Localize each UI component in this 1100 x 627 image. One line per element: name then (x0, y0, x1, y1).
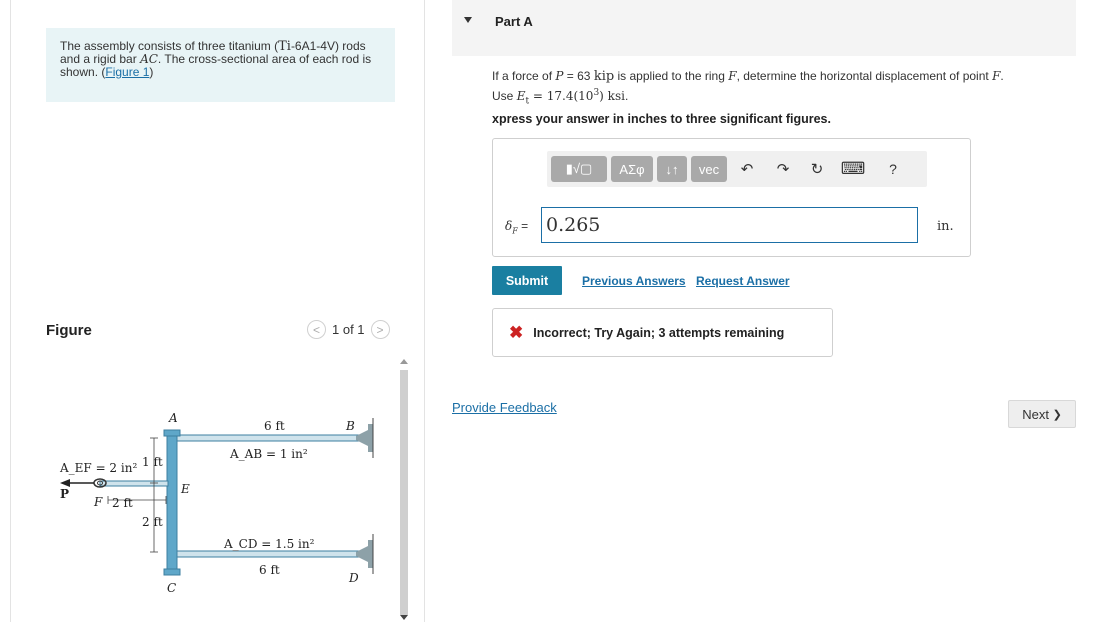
problem-statement (46, 28, 395, 102)
bracket-d (356, 546, 368, 562)
label-ef-area: A_EF = 2 in² (60, 461, 138, 475)
bar-symbol: AC (140, 52, 158, 66)
intro-text-2: -6A1-4V) rods and a rigid bar (60, 39, 366, 66)
figure-heading: Figure (46, 322, 92, 339)
greek-button[interactable] (611, 156, 653, 182)
answer-instruction: xpress your answer in inches to three significant figures. (492, 112, 831, 126)
label-a: A (169, 411, 178, 425)
q-modulus-sub: t (525, 96, 530, 107)
templates-icon: ▮√▢ (565, 161, 593, 176)
intro-text-3: . The cross-sectional area of each rod is shown. ( (60, 52, 372, 79)
bar-cap-top (164, 430, 180, 436)
wall-support-b (368, 424, 373, 452)
equals-sign: = (517, 219, 529, 233)
label-d: D (349, 571, 359, 585)
left-border (10, 0, 11, 622)
chevron-right-icon: > (376, 322, 384, 337)
label-c: C (167, 581, 177, 595)
q-text-2: = 63 (563, 69, 594, 83)
pager-count: 1 of 1 (332, 322, 365, 337)
scroll-down-icon[interactable] (400, 615, 408, 620)
answer-variable (505, 219, 528, 235)
label-f: F (94, 495, 103, 509)
scroll-thumb[interactable] (400, 370, 408, 615)
part-title: Part A (495, 14, 533, 29)
scroll-up-icon[interactable] (400, 359, 408, 364)
label-two-ft-v: 2 ft (142, 515, 163, 529)
question-text (492, 68, 1082, 109)
provide-feedback-link[interactable]: Provide Feedback (452, 400, 557, 415)
keyboard-icon[interactable]: ⌨ (840, 159, 866, 178)
chevron-left-icon: < (312, 322, 320, 337)
vec-label: vec (698, 161, 720, 177)
request-answer-link[interactable]: Request Answer (696, 274, 790, 288)
q-force-symbol: P (555, 69, 564, 83)
rod-ef (100, 481, 168, 486)
part-a-header[interactable] (452, 0, 1076, 56)
q-modulus-exp: 3 (593, 88, 600, 98)
q-text-3: is applied to the ring (614, 69, 729, 83)
q-use: Use (492, 89, 517, 103)
force-arrow-head (60, 479, 70, 487)
vec-button[interactable] (691, 156, 727, 182)
rod-ab (176, 435, 368, 441)
equation-toolbar (547, 151, 927, 187)
bar-cap-bottom (164, 569, 180, 575)
feedback-message (492, 308, 833, 357)
submit-button[interactable]: Submit (492, 266, 562, 295)
label-cd-length: 6 ft (259, 563, 280, 577)
feedback-text: Incorrect; Try Again; 3 attempts remaining (533, 325, 785, 340)
redo-icon[interactable]: ↷ (776, 161, 790, 178)
q-modulus-value: = 17.4(10 (529, 89, 594, 103)
reset-icon[interactable]: ↻ (810, 161, 824, 178)
answer-panel (492, 138, 971, 257)
next-figure-button[interactable] (371, 320, 390, 339)
figure-link[interactable]: Figure 1 (105, 65, 150, 79)
q-dot: . (624, 89, 629, 103)
label-ab-area: A_AB = 1 in² (230, 447, 308, 461)
label-two-ft-h: 2 ft (112, 496, 133, 510)
chevron-right-icon: ❯ (1052, 408, 1062, 421)
label-ab-length: 6 ft (264, 419, 285, 433)
collapse-triangle-icon[interactable] (464, 17, 472, 23)
material-symbol: Ti (278, 39, 291, 54)
delta-symbol: δ (505, 219, 513, 233)
arrows-button[interactable] (657, 156, 687, 182)
answer-unit: in. (937, 219, 954, 234)
figure-pager (307, 320, 390, 339)
undo-icon[interactable]: ↶ (740, 161, 754, 178)
incorrect-icon: ✖ (509, 322, 524, 342)
assembly-diagram (46, 352, 398, 622)
arrows-icon: ↓↑ (665, 161, 679, 177)
bracket-b (356, 430, 368, 446)
q-ring-symbol: F (728, 69, 737, 83)
next-label: Next (1022, 406, 1049, 422)
help-icon[interactable]: ? (889, 161, 897, 177)
column-divider (424, 0, 425, 622)
answer-input[interactable]: 0.265 (541, 207, 918, 243)
q-text: If a force of (492, 69, 556, 83)
label-cd-area: A_CD = 1.5 in² (224, 537, 315, 551)
q-modulus-symbol: E (516, 89, 526, 103)
rod-cd (176, 551, 368, 557)
q-text-4: , determine the horizontal displacement of point (736, 69, 993, 83)
wall-support-d (368, 540, 373, 568)
label-p: P (60, 487, 70, 501)
figure-canvas (46, 352, 398, 622)
greek-icon: ΑΣφ (619, 161, 645, 177)
prev-figure-button[interactable] (307, 320, 326, 339)
rigid-bar-ac (167, 430, 177, 575)
q-unit: kip (593, 69, 615, 84)
intro-text: The assembly consists of three titanium ( (60, 39, 279, 53)
previous-answers-link[interactable]: Previous Answers (582, 274, 686, 288)
q-modulus-unit: ) ksi (599, 89, 625, 103)
next-button[interactable] (1008, 400, 1076, 428)
label-one-ft: 1 ft (142, 455, 163, 469)
label-e: E (181, 482, 190, 496)
q-point-symbol: F (992, 69, 1001, 83)
figure-scrollbar[interactable] (397, 356, 409, 622)
intro-text-4: ) (149, 65, 154, 79)
templates-button[interactable] (551, 156, 607, 182)
delta-subscript: F (512, 226, 518, 236)
label-b: B (346, 419, 355, 433)
q-text-5: . (1000, 69, 1004, 83)
